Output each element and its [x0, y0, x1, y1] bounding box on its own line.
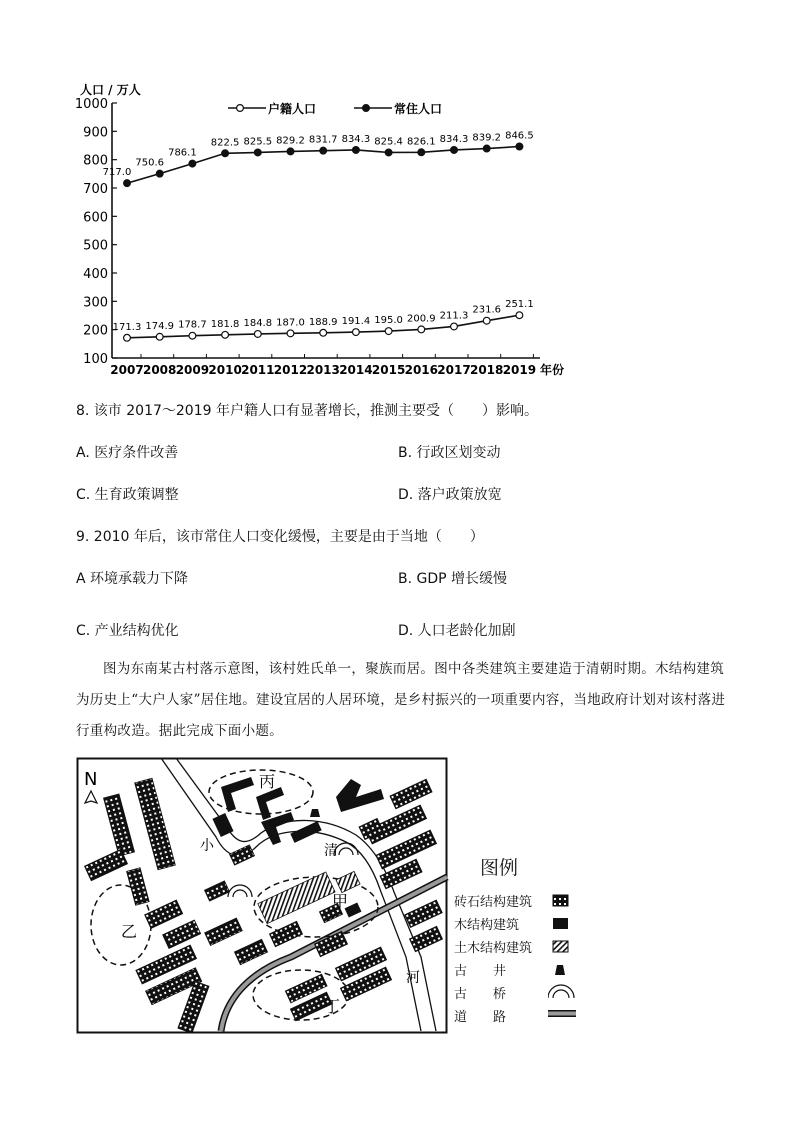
data-label: 834.3	[341, 133, 371, 145]
data-label: 717.0	[102, 167, 132, 179]
x-tick-label: 2010	[208, 363, 242, 377]
data-point	[385, 149, 392, 156]
x-tick-label: 2012	[273, 363, 308, 377]
x-tick-label: 2017	[437, 363, 471, 377]
data-label: 211.3	[439, 310, 469, 322]
data-point	[156, 170, 163, 177]
brick-building-icon	[553, 895, 568, 906]
data-point	[418, 149, 425, 156]
data-point	[320, 147, 327, 154]
data-point	[516, 143, 523, 150]
population-chart	[0, 0, 794, 380]
legend-symbols	[548, 892, 578, 1024]
legend-label-brick: 砖石结构建筑	[454, 895, 533, 910]
data-label: 178.7	[178, 319, 207, 331]
chart-legend	[228, 101, 442, 116]
question-9-option-b[interactable]: B. GDP 增长缓慢	[398, 571, 508, 587]
legend-marker-1	[363, 105, 370, 112]
data-label: 786.1	[168, 147, 197, 159]
chart-series	[103, 130, 534, 341]
y-tick-label: 200	[83, 323, 108, 339]
question-8-option-d[interactable]: D. 落户政策放宽	[398, 487, 502, 503]
data-label: 831.7	[308, 134, 338, 146]
question-9-stem: 9. 2010 年后，该市常住人口变化缓慢，主要是由于当地（ ）	[76, 529, 484, 545]
data-point	[287, 148, 294, 155]
data-label: 231.6	[472, 304, 502, 316]
data-point	[516, 312, 523, 319]
data-point	[189, 160, 196, 167]
data-point	[418, 326, 425, 333]
x-tick-label: 2014	[339, 363, 373, 377]
question-8-option-c[interactable]: C. 生育政策调整	[76, 487, 179, 503]
y-tick-label: 400	[83, 267, 108, 282]
ancient-bridge-icon	[548, 985, 574, 998]
data-label: 200.9	[406, 313, 436, 325]
y-tick-label: 900	[83, 125, 108, 141]
label-ding: 丁	[324, 997, 341, 1016]
data-point	[222, 150, 229, 157]
data-label: 750.6	[135, 157, 165, 169]
x-tick-label: 2015	[371, 363, 406, 377]
data-label: 191.4	[341, 316, 371, 328]
data-label: 826.1	[406, 136, 436, 148]
question-8-stem: 8. 该市 2017～2019 年户籍人口有显著增长，推测主要受（ ）影响。	[76, 403, 538, 419]
x-tick-label: 2019	[502, 363, 537, 377]
x-tick-label: 2009	[175, 363, 210, 377]
label-xiao: 小	[200, 838, 214, 854]
legend-title: 图例	[480, 857, 519, 879]
legend-label-road: 道 路	[454, 1010, 507, 1025]
passage-text: 图为东南某古村落示意图，该村姓氏单一，聚族而居。图中各类建筑主要建造于清朝时期。木结构建筑为历史上“大户人家”居住地。建设宜居的人居环境，是乡村振兴的一项重要内容，当地政府计划对该村落进行重构改造。据此完成下面小题。	[76, 661, 726, 739]
earth-wood-building-icon	[553, 941, 568, 952]
y-tick-label: 700	[83, 182, 108, 197]
legend-label-earth-wood: 土木结构建筑	[454, 941, 533, 956]
question-9-option-d[interactable]: D. 人口老龄化加剧	[398, 623, 516, 639]
data-point	[451, 323, 458, 330]
x-tick-label: 2007	[110, 363, 144, 377]
label-he: 河	[406, 970, 420, 986]
data-label: 846.5	[505, 130, 534, 142]
data-point	[451, 147, 458, 154]
data-label: 251.1	[505, 299, 534, 311]
legend-label-1: 常住人口	[394, 102, 443, 116]
village-map-svg	[76, 757, 452, 1035]
data-label: 188.9	[308, 316, 338, 328]
x-tick-label: 2008	[142, 363, 177, 377]
data-label: 825.5	[243, 136, 273, 148]
y-axis-label: 人口 / 万人	[80, 83, 141, 97]
y-tick-label: 300	[83, 295, 108, 311]
question-9-option-a[interactable]: A 环境承载力下降	[76, 571, 189, 587]
x-tick-label: 2016	[404, 363, 439, 377]
data-point	[254, 149, 261, 156]
data-point	[156, 333, 163, 340]
data-point	[124, 334, 131, 341]
x-tick-label: 2011	[241, 363, 275, 377]
data-label: 839.2	[472, 132, 502, 144]
data-label: 181.8	[210, 318, 240, 330]
data-label: 184.8	[243, 317, 273, 329]
wood-building-icon	[553, 918, 568, 929]
data-label: 834.3	[439, 133, 469, 145]
north-label: N	[84, 769, 98, 790]
label-qing: 清	[324, 843, 338, 859]
label-jia: 甲	[332, 892, 349, 911]
data-point	[189, 332, 196, 339]
data-label: 171.3	[112, 321, 142, 333]
data-label: 174.9	[145, 320, 175, 332]
village-map	[76, 757, 452, 1039]
data-label: 187.0	[276, 317, 305, 329]
ancient-well-icon	[555, 965, 565, 975]
label-yi: 乙	[121, 922, 138, 941]
data-point	[287, 330, 294, 337]
data-point	[353, 329, 360, 336]
data-point	[222, 331, 229, 338]
y-tick-label: 1000	[74, 97, 108, 112]
x-axis-label: 年份	[540, 363, 565, 377]
data-point	[254, 331, 261, 338]
y-tick-label: 100	[83, 352, 108, 367]
data-point	[483, 145, 490, 152]
y-tick-label: 500	[83, 238, 108, 254]
legend-marker-0	[237, 105, 244, 112]
label-bing: 丙	[259, 772, 276, 791]
data-point	[353, 147, 360, 154]
y-tick-label: 600	[83, 210, 108, 226]
x-tick-label: 2018	[469, 363, 504, 377]
legend-label-0: 户籍人口	[268, 102, 317, 116]
data-label: 195.0	[374, 315, 403, 327]
question-8-option-a[interactable]: A. 医疗条件改善	[76, 445, 179, 461]
road-icon	[548, 1010, 576, 1017]
data-label: 829.2	[276, 135, 305, 147]
data-point	[124, 180, 131, 187]
legend-label-bridge: 古 桥	[454, 987, 507, 1002]
data-point	[320, 329, 327, 336]
data-point	[483, 317, 490, 324]
data-label: 822.5	[210, 137, 240, 149]
legend-label-wood: 木结构建筑	[454, 918, 520, 933]
y-tick-label: 800	[83, 153, 108, 169]
x-tick-label: 2013	[306, 363, 340, 377]
question-9-option-c[interactable]: C. 产业结构优化	[76, 623, 179, 639]
legend-label-well: 古 井	[454, 964, 507, 979]
question-8-option-b[interactable]: B. 行政区划变动	[398, 445, 501, 461]
data-point	[385, 328, 392, 335]
data-label: 825.4	[374, 136, 403, 148]
